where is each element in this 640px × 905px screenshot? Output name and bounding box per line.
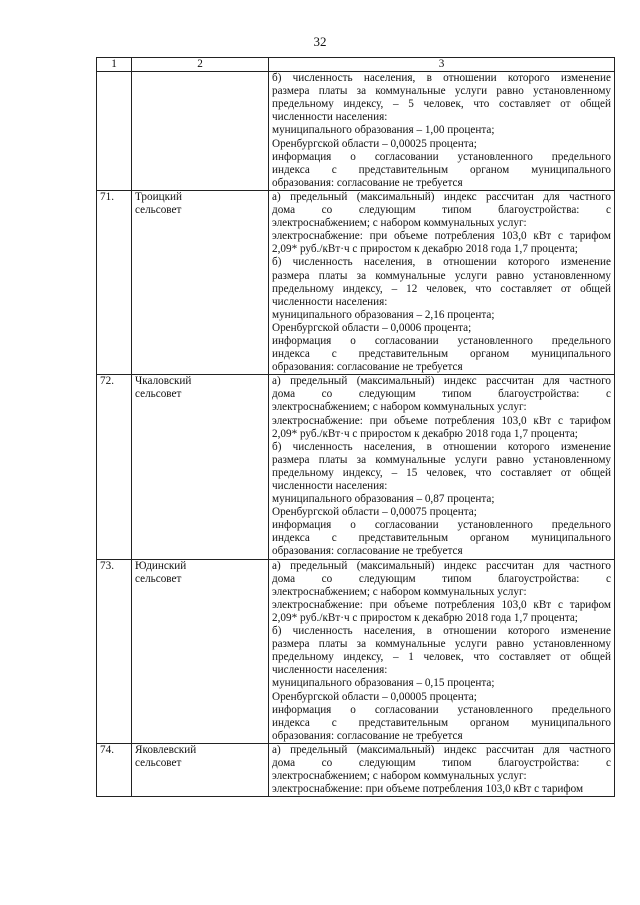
text-line: индекса с представительным органом муниципального bbox=[272, 532, 611, 545]
text-line: муниципального образования – 1,00 процента; bbox=[272, 124, 495, 137]
text-line: Оренбургской области – 0,00025 процента; bbox=[272, 137, 477, 150]
text-line: информация о согласовании установленного предельного bbox=[272, 519, 611, 532]
settlement-name-line: сельсовет bbox=[135, 572, 182, 585]
settlement-name-line: сельсовет bbox=[135, 756, 182, 769]
text-line: размера платы за коммунальные услуги равно установленному bbox=[272, 638, 611, 651]
text-line: численности населения: bbox=[272, 664, 388, 677]
text-line: размера платы за коммунальные услуги равно установленному bbox=[272, 269, 611, 282]
text-line: б) численность населения, в отношении которого изменение bbox=[272, 256, 611, 269]
text-line: б) численность населения, в отношении которого изменение bbox=[272, 72, 611, 85]
page-number: 32 bbox=[313, 34, 327, 49]
text-line: Оренбургской области – 0,0006 процента; bbox=[272, 321, 472, 334]
text-line: размера платы за коммунальные услуги равно установленному bbox=[272, 453, 611, 466]
text-line: электроснабжение: при объеме потребления 103,0 кВт с тарифом bbox=[272, 414, 611, 427]
text-line: информация о согласовании установленного предельного bbox=[272, 150, 611, 163]
text-line: электроснабжением; с набором коммунальных услуг: bbox=[272, 585, 527, 598]
text-line: а) предельный (максимальный) индекс рассчитан для частного bbox=[272, 190, 611, 203]
header-col-3: 3 bbox=[269, 58, 615, 72]
text-line: 2,09* руб./кВт·ч с приростом к декабрю 2018 года 1,7 процента; bbox=[272, 243, 578, 256]
indices-table bbox=[96, 57, 615, 797]
text-line: Оренбургской области – 0,00005 процента; bbox=[272, 690, 477, 703]
text-line: предельному индексу, – 5 человек, что составляет от общей bbox=[272, 98, 611, 111]
text-line: индекса с представительным органом муниципального bbox=[272, 163, 611, 176]
table-row bbox=[97, 375, 615, 559]
text-line: электроснабжение: при объеме потребления 103,0 кВт с тарифом bbox=[272, 783, 584, 796]
text-line: информация о согласовании установленного предельного bbox=[272, 334, 611, 347]
settlement-name-line: сельсовет bbox=[135, 388, 182, 401]
row-number bbox=[97, 72, 132, 191]
settlement-name-line: Яковлевский bbox=[135, 743, 197, 756]
text-line: 2,09* руб./кВт·ч с приростом к декабрю 2018 года 1,7 процента; bbox=[272, 611, 578, 624]
table-row-continuation bbox=[97, 72, 615, 191]
text-line: электроснабжением; с набором коммунальных услуг: bbox=[272, 770, 527, 783]
row-name bbox=[132, 72, 269, 191]
header-col-2: 2 bbox=[132, 58, 269, 72]
text-line: дома со следующим типом благоустройства: с bbox=[272, 572, 611, 585]
table-header-row bbox=[97, 58, 615, 72]
row-text bbox=[269, 559, 615, 743]
row-number: 71. bbox=[97, 190, 132, 374]
row-number: 73. bbox=[97, 559, 132, 743]
table-row bbox=[97, 559, 615, 743]
header-col-1: 1 bbox=[97, 58, 132, 72]
text-line: образования: согласование не требуется bbox=[272, 545, 463, 558]
text-line: образования: согласование не требуется bbox=[272, 176, 463, 189]
text-line: образования: согласование не требуется bbox=[272, 729, 463, 742]
text-line: дома со следующим типом благоустройства: с bbox=[272, 388, 611, 401]
settlement-name-line: Троицкий bbox=[135, 190, 182, 203]
text-line: б) численность населения, в отношении которого изменение bbox=[272, 440, 611, 453]
text-line: индекса с представительным органом муниципального bbox=[272, 716, 611, 729]
text-line: образования: согласование не требуется bbox=[272, 361, 463, 374]
text-line: предельному индексу, – 15 человек, что составляет от общей bbox=[272, 466, 611, 479]
text-line: а) предельный (максимальный) индекс рассчитан для частного bbox=[272, 559, 611, 572]
row-text bbox=[269, 190, 615, 374]
text-line: размера платы за коммунальные услуги равно установленному bbox=[272, 85, 611, 98]
text-line: электроснабжение: при объеме потребления 103,0 кВт с тарифом bbox=[272, 230, 611, 243]
text-line: муниципального образования – 0,15 процента; bbox=[272, 677, 495, 690]
table-row bbox=[97, 743, 615, 796]
text-line: а) предельный (максимальный) индекс рассчитан для частного bbox=[272, 743, 611, 756]
row-number: 74. bbox=[97, 743, 132, 796]
text-line: электроснабжение: при объеме потребления 103,0 кВт с тарифом bbox=[272, 598, 611, 611]
text-line: численности населения: bbox=[272, 111, 388, 124]
text-line: предельному индексу, – 12 человек, что составляет от общей bbox=[272, 282, 611, 295]
settlement-name-line: Чкаловский bbox=[135, 375, 192, 388]
row-text bbox=[269, 72, 615, 191]
row-number: 72. bbox=[97, 375, 132, 559]
text-line: предельному индексу, – 1 человек, что составляет от общей bbox=[272, 651, 611, 664]
text-line: Оренбургской области – 0,00075 процента; bbox=[272, 506, 477, 519]
text-line: численности населения: bbox=[272, 295, 388, 308]
text-line: муниципального образования – 0,87 процента; bbox=[272, 493, 495, 506]
row-name bbox=[132, 559, 269, 743]
row-text bbox=[269, 743, 615, 796]
row-name bbox=[132, 743, 269, 796]
text-line: информация о согласовании установленного предельного bbox=[272, 703, 611, 716]
row-name bbox=[132, 190, 269, 374]
text-line: индекса с представительным органом муниципального bbox=[272, 348, 611, 361]
text-line: б) численность населения, в отношении которого изменение bbox=[272, 625, 611, 638]
text-line: а) предельный (максимальный) индекс рассчитан для частного bbox=[272, 375, 611, 388]
row-name bbox=[132, 375, 269, 559]
text-line: 2,09* руб./кВт·ч с приростом к декабрю 2018 года 1,7 процента; bbox=[272, 427, 578, 440]
text-line: электроснабжением; с набором коммунальных услуг: bbox=[272, 401, 527, 414]
settlement-name-line: Юдинский bbox=[135, 559, 187, 572]
table-row bbox=[97, 190, 615, 374]
text-line: муниципального образования – 2,16 процента; bbox=[272, 308, 495, 321]
settlement-name-line: сельсовет bbox=[135, 204, 182, 217]
text-line: численности населения: bbox=[272, 480, 388, 492]
row-text bbox=[269, 375, 615, 559]
text-line: дома со следующим типом благоустройства: с bbox=[272, 756, 611, 769]
text-line: дома со следующим типом благоустройства: с bbox=[272, 204, 611, 217]
text-line: электроснабжением; с набором коммунальных услуг: bbox=[272, 217, 527, 230]
